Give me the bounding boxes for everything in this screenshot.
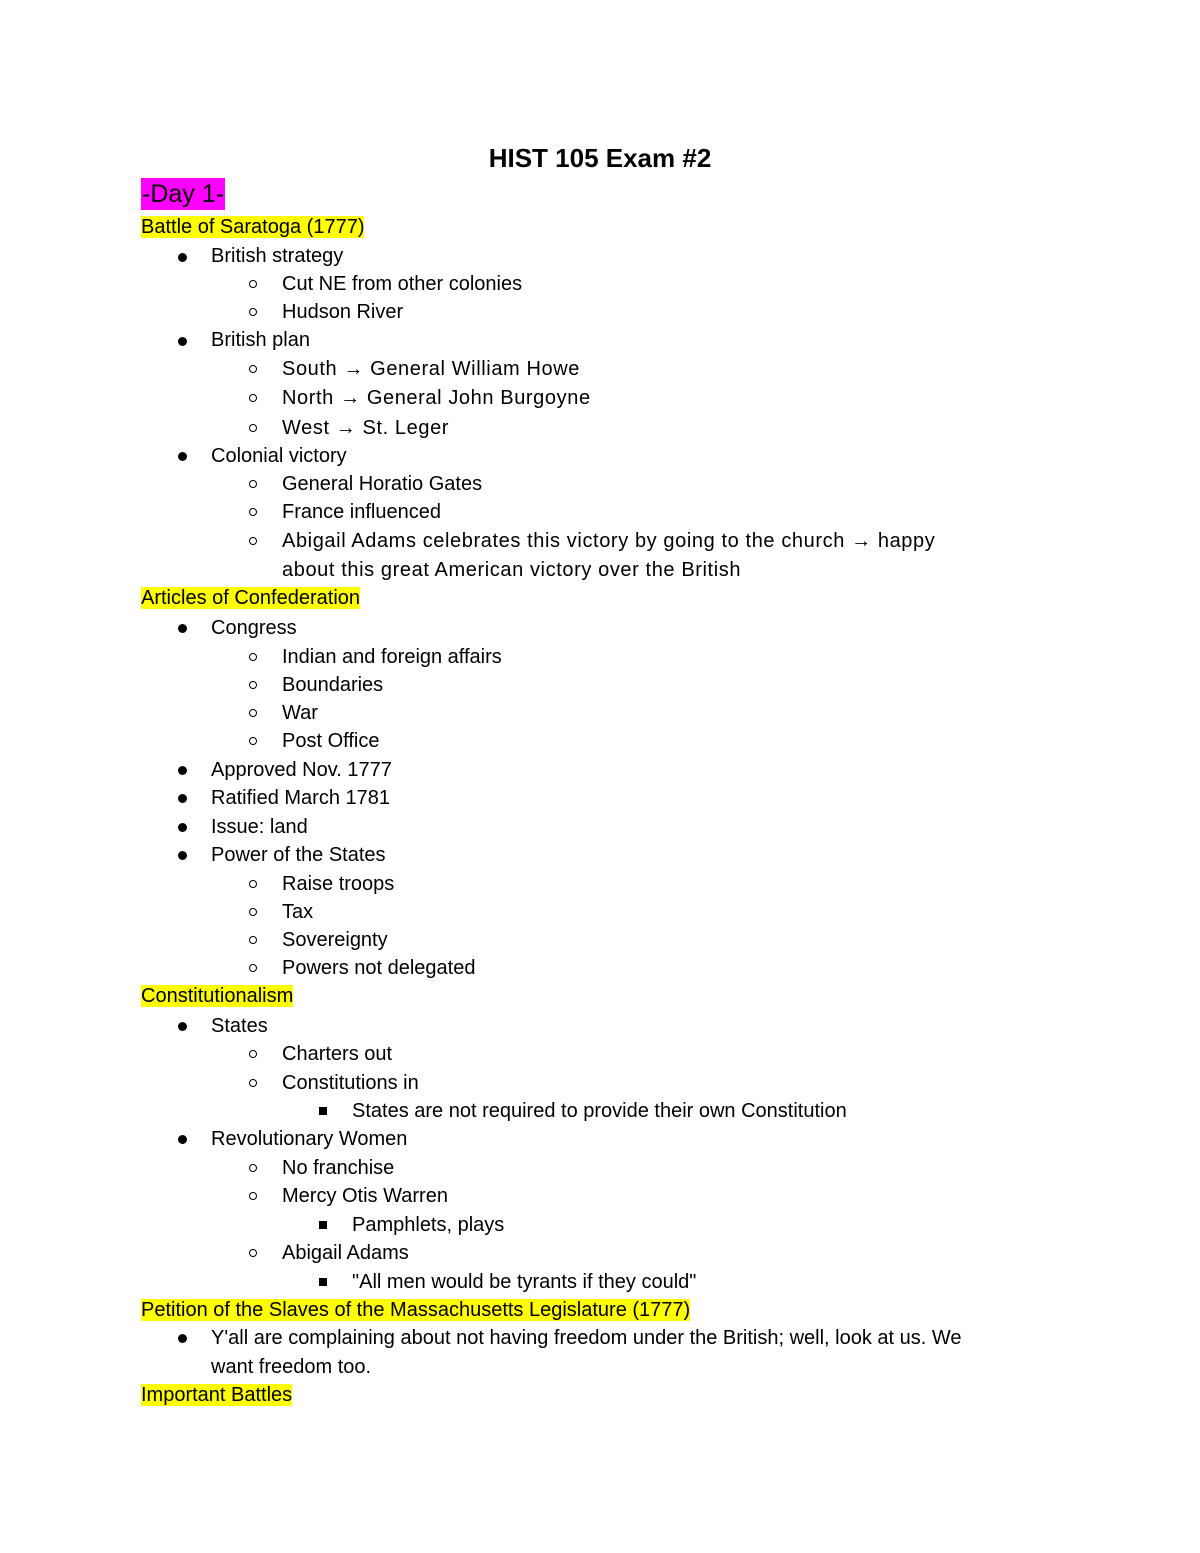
bullet-dot: [178, 1022, 187, 1031]
bullet-circle: [249, 424, 257, 432]
bullet-dot: [178, 794, 187, 803]
bullet-circle: [249, 1249, 257, 1257]
bullet-circle: [249, 365, 257, 373]
list-item: "All men would be tyrants if they could": [352, 1271, 697, 1293]
bullet-circle: [249, 394, 257, 402]
bullet-circle: [249, 1079, 257, 1087]
bullet-square: [319, 1278, 327, 1286]
section-heading: Battle of Saratoga (1777): [141, 216, 365, 238]
list-item: North → General John Burgoyne: [282, 387, 591, 409]
list-item: War: [282, 702, 318, 724]
section-heading: Petition of the Slaves of the Massachusetts Legislature (1777): [141, 1299, 691, 1321]
bullet-circle: [249, 964, 257, 972]
list-item: West → St. Leger: [282, 417, 450, 439]
list-item: Powers not delegated: [282, 957, 476, 979]
list-item: Colonial victory: [211, 445, 347, 467]
section-heading: Important Battles: [141, 1384, 293, 1406]
list-item: Pamphlets, plays: [352, 1214, 505, 1236]
list-item: States: [211, 1015, 268, 1037]
list-item: Hudson River: [282, 301, 404, 323]
list-item: General Horatio Gates: [282, 473, 483, 495]
bullet-circle: [249, 737, 257, 745]
bullet-dot: [178, 851, 187, 860]
bullet-circle: [249, 681, 257, 689]
bullet-dot: [178, 1334, 187, 1343]
list-item: South → General William Howe: [282, 358, 581, 380]
list-item: Sovereignty: [282, 929, 388, 951]
bullet-circle: [249, 1192, 257, 1200]
bullet-circle: [249, 1164, 257, 1172]
day-heading: -Day 1-: [142, 180, 224, 208]
list-item: France influenced: [282, 501, 441, 523]
list-item: Congress: [211, 617, 297, 639]
list-item: Abigail Adams: [282, 1242, 409, 1264]
list-item: Abigail Adams celebrates this victory by going to the church → happy: [282, 530, 936, 552]
section-heading: Constitutionalism: [141, 985, 294, 1007]
list-item: Boundaries: [282, 674, 384, 696]
list-item: Indian and foreign affairs: [282, 646, 502, 668]
section-heading: Articles of Confederation: [141, 587, 361, 609]
bullet-circle: [249, 880, 257, 888]
bullet-square: [319, 1107, 327, 1115]
list-item: Revolutionary Women: [211, 1128, 408, 1150]
list-item-continuation: about this great American victory over the British: [282, 559, 742, 581]
list-item: Cut NE from other colonies: [282, 273, 523, 295]
bullet-dot: [178, 337, 187, 346]
bullet-circle: [249, 508, 257, 516]
bullet-dot: [178, 624, 187, 633]
bullet-dot: [178, 766, 187, 775]
list-item: Post Office: [282, 730, 380, 752]
list-item-continuation: want freedom too.: [211, 1356, 372, 1378]
bullet-circle: [249, 1050, 257, 1058]
bullet-dot: [178, 452, 187, 461]
bullet-circle: [249, 653, 257, 661]
bullet-circle: [249, 280, 257, 288]
list-item: Ratified March 1781: [211, 787, 390, 809]
list-item: States are not required to provide their own Constitution: [352, 1100, 847, 1122]
bullet-circle: [249, 537, 257, 545]
bullet-circle: [249, 936, 257, 944]
list-item: Raise troops: [282, 873, 395, 895]
list-item: Y'all are complaining about not having freedom under the British; well, look at us. We: [211, 1327, 962, 1349]
bullet-dot: [178, 1135, 187, 1144]
bullet-circle: [249, 709, 257, 717]
list-item: Constitutions in: [282, 1072, 419, 1094]
list-item: Tax: [282, 901, 314, 923]
list-item: Mercy Otis Warren: [282, 1185, 448, 1207]
bullet-circle: [249, 308, 257, 316]
list-item: No franchise: [282, 1157, 395, 1179]
bullet-circle: [249, 480, 257, 488]
list-item: British plan: [211, 329, 310, 351]
list-item: British strategy: [211, 245, 344, 267]
bullet-circle: [249, 908, 257, 916]
bullet-dot: [178, 823, 187, 832]
list-item: Issue: land: [211, 816, 308, 838]
page-title: HIST 105 Exam #2: [488, 143, 712, 173]
list-item: Approved Nov. 1777: [211, 759, 392, 781]
bullet-square: [319, 1221, 327, 1229]
list-item: Power of the States: [211, 844, 386, 866]
list-item: Charters out: [282, 1043, 393, 1065]
bullet-dot: [178, 253, 187, 262]
